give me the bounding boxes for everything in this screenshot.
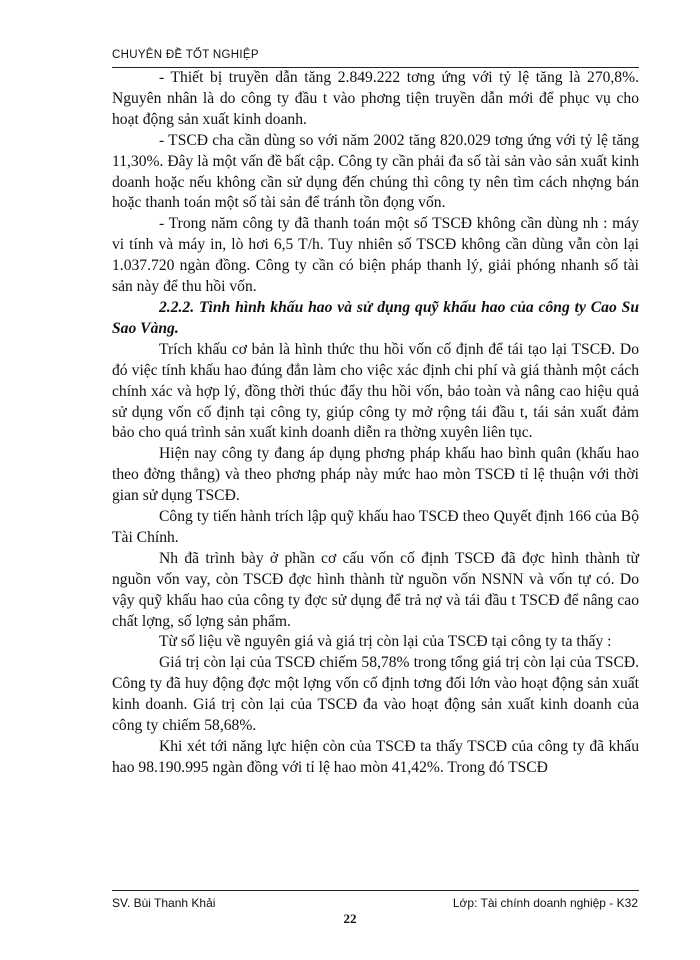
paragraph: Từ số liệu về nguyên giá và giá trị còn lại của TSCĐ tại công ty ta thấy : (159, 633, 612, 651)
paragraph: - TSCĐ cha cần dùng so với năm 2002 tăng 820.029 tơng ứng với tỷ lệ tăng 11,30%. Đây là một vấn đề bất cập. Công ty cần phải đa số tài sản vào sản xuất kinh doanh hoặc nếu không cần sử dụng đến chúng thì công ty nên tìm cách nhợng bán hoặc thanh toán một số tài sản để tránh tồn đọng vốn. (112, 131, 639, 212)
footer-student: SV. Bùi Thanh Khải (112, 896, 216, 910)
footer-divider (112, 890, 639, 891)
paragraph: - Trong năm công ty đã thanh toán một số TSCĐ không cần dùng nh : máy vi tính và máy in, lò hơi 6,5 T/h. Tuy nhiên số TSCĐ không cần dùng vẫn còn lại 1.037.720 ngàn đồng. Công ty cần có biện pháp thanh lý, giải phóng nhanh số tài sản này để thu hồi vốn. (112, 215, 639, 296)
paragraph: Nh đã trình bày ở phần cơ cấu vốn cố định TSCĐ đã đợc hình thành từ nguồn vốn vay, còn TSCĐ đợc hình thành từ nguồn vốn NSNN và vốn tự có. Do vậy quỹ khấu hao của công ty đợc sử dụng để trả nợ và tái đầu t TSCĐ để nâng cao chất lợng, số lợng sản phẩm. (112, 549, 639, 630)
paragraph: Công ty tiến hành trích lập quỹ khấu hao TSCĐ theo Quyết định 166 của Bộ Tài Chính. (112, 508, 639, 546)
paragraph: Giá trị còn lại của TSCĐ chiếm 58,78% trong tổng giá trị còn lại của TSCĐ. Công ty đã huy động đợc một lợng vốn cố định tơng đối lớn vào hoạt động sản xuất kinh doanh. Giá trị còn lại của TSCĐ đa vào hoạt động sản xuất kinh doanh của công ty chiếm 58,68%. (112, 654, 639, 735)
page-number: 22 (343, 911, 357, 926)
paragraph: Hiện nay công ty đang áp dụng phơng pháp khấu hao bình quân (khấu hao theo đờng thẳng) và theo phơng pháp này mức hao mòn TSCĐ tỉ lệ thuận với thời gian sử dụng TSCĐ. (112, 445, 639, 505)
paragraph: - Thiết bị truyền dẫn tăng 2.849.222 tơng ứng với tỷ lệ tăng là 270,8%. Nguyên nhân là do công ty đầu t vào phơng tiện truyền dẫn mới để phục vụ cho hoạt động sản xuất kinh doanh. (112, 69, 639, 128)
footer-class: Lớp: Tài chính doanh nghiệp - K32 (452, 896, 638, 910)
document-body (112, 68, 639, 779)
section-heading: 2.2.2. Tình hình khấu hao và sử dụng quỹ khấu hao của công ty Cao Su Sao Vàng. (112, 298, 639, 337)
paragraph: Khi xét tới năng lực hiện còn của TSCĐ ta thấy TSCĐ của công ty đã khấu hao 98.190.995 ngàn đồng với tỉ lệ hao mòn 41,42%. Trong đó TSCĐ (112, 738, 639, 776)
page-header: CHUYÊN ĐỀ TỐT NGHIỆP (112, 49, 259, 61)
paragraph: Trích khấu cơ bản là hình thức thu hồi vốn cố định để tái tạo lại TSCĐ. Do đó việc tính khấu hao đúng đắn làm cho việc xác định chi phí và giá thành một cách chính xác và hợp lý, đồng thời thúc đẩy thu hồi vốn, bảo toàn và nâng cao hiệu quả sử dụng vốn cố định tại công ty, giúp công ty mở rộng tái đầu t, tái sản xuất đảm bảo cho quá trình sản xuất kinh doanh diễn ra thờng xuyên liên tục. (112, 340, 639, 442)
